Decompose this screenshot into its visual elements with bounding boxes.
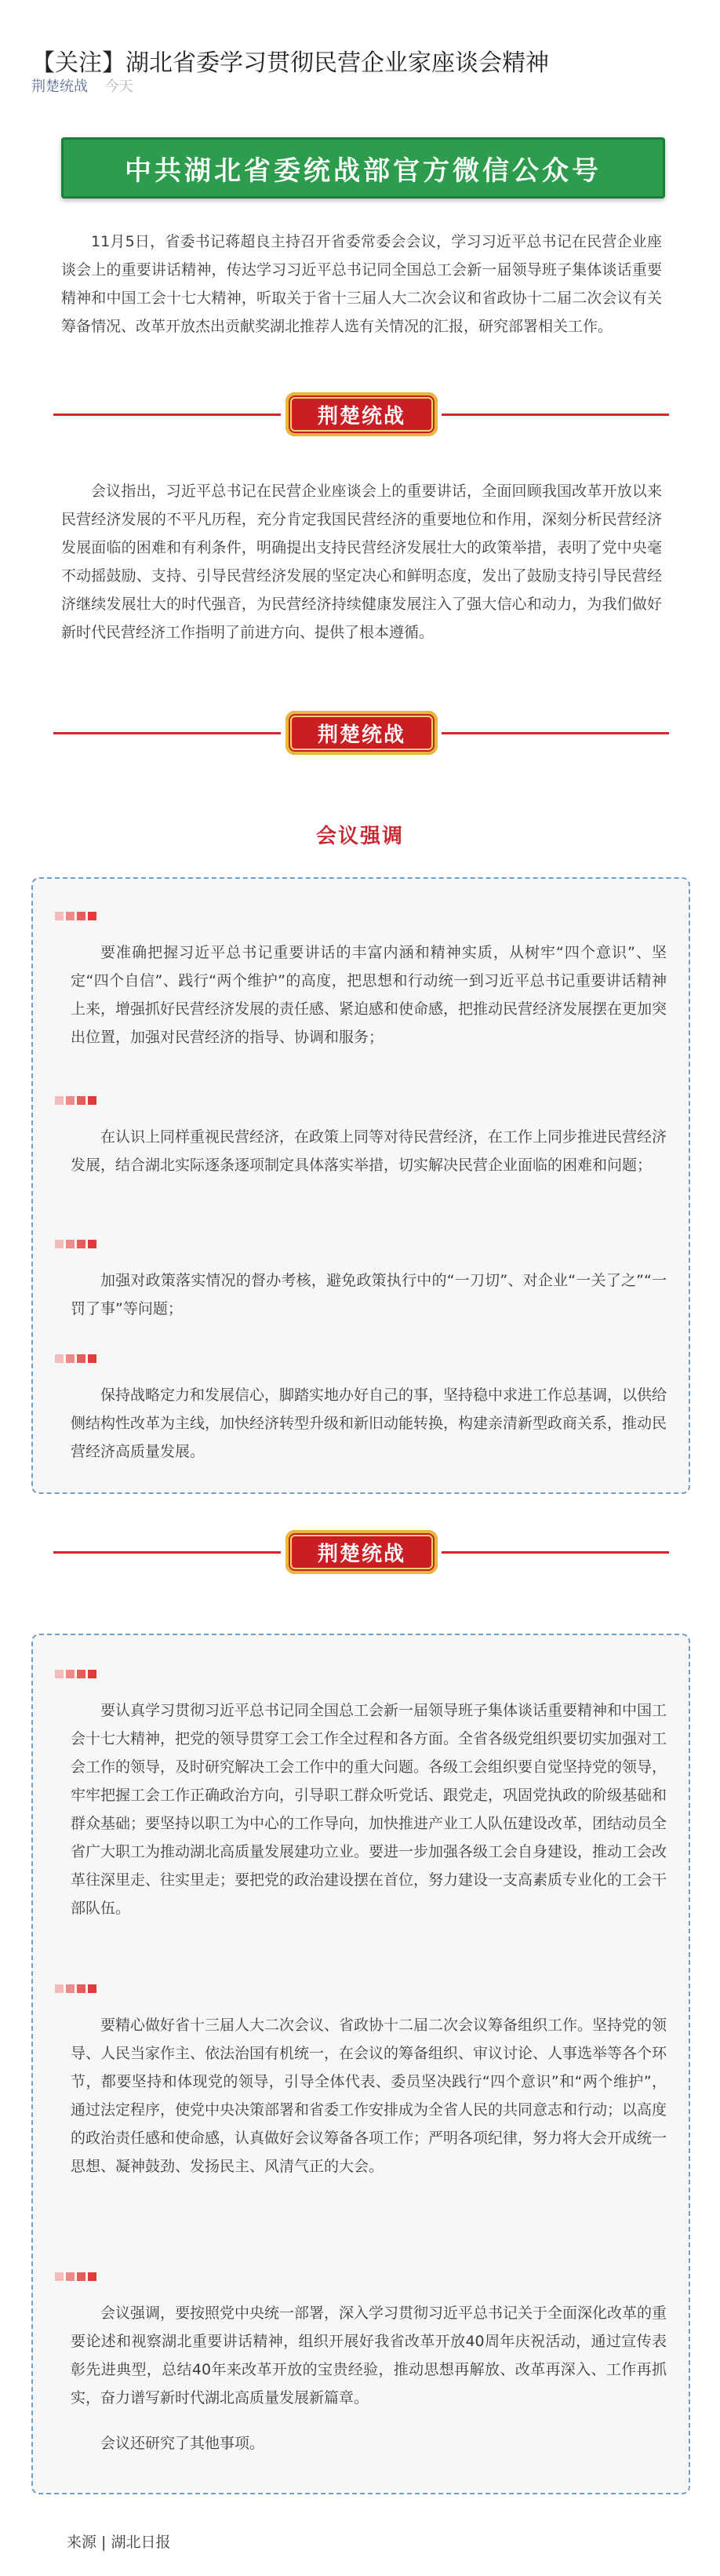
banner-text: 中共湖北省委统战部官方微信公众号 bbox=[125, 155, 602, 187]
section-divider-3 bbox=[53, 1528, 669, 1576]
highlight-box-2 bbox=[31, 1634, 690, 2494]
bullet-dots-icon bbox=[55, 1096, 671, 1105]
list-item bbox=[55, 2272, 671, 2407]
closing-text: 会议还研究了其他事项。 bbox=[100, 2435, 265, 2452]
list-item bbox=[55, 1670, 671, 1917]
bullet-dots-icon bbox=[55, 1354, 671, 1363]
section-divider-2 bbox=[53, 709, 669, 756]
list-item-text: 会议强调，要按照党中央统一部署，深入学习贯彻习近平总书记关于全面深化改革的重要论述和视察湖北重要讲话精神，组织开展好我省改革开放40周年庆祝活动，通过宣传表彰先进典型，总结40年来改革开放的宝贵经验，推动思想再解放、改革再深入、工作再抓实，奋力谱写新时代湖北高质量发展新篇章。 bbox=[71, 2305, 667, 2407]
list-item-text: 保持战略定力和发展信心，脚踏实地办好自己的事，坚持稳中求进工作总基调，以供给侧结构性改革为主线，加快经济转型升级和新旧动能转换，构建亲清新型政商关系，推动民营经济高质量发展。 bbox=[71, 1386, 667, 1460]
source-credit: 来源 | 湖北日报 bbox=[67, 2534, 171, 2551]
section1-paragraph: 会议指出，习近平总书记在民营企业座谈会上的重要讲话，全面回顾我国改革开放以来民营经济发展的不平凡历程，充分肯定我国民营经济的重要地位和作用，深刻分析民营经济发展面临的困难和有利条件，明确提出支持民营经济发展壮大的政策举措，表明了党中央毫不动摇鼓励、支持、引导民营经济发展的坚定决心和鲜明态度，发出了鼓励支持引导民营经济继续发展壮大的时代强音，为民营经济持续健康发展注入了强大信心和动力，为我们做好新时代民营经济工作指明了前进方向、提供了根本遵循。 bbox=[61, 483, 662, 641]
divider-line-left bbox=[53, 732, 281, 734]
list-item-text: 加强对政策落实情况的督办考核，避免政策执行中的“一刀切”、对企业“一关了之”“一罚了事”等问题； bbox=[71, 1272, 667, 1317]
divider-label: 荆楚统战 bbox=[317, 1542, 405, 1566]
divider-label: 荆楚统战 bbox=[317, 404, 405, 428]
bullet-dots-icon bbox=[55, 2272, 671, 2281]
divider-badge bbox=[285, 392, 438, 436]
list-item bbox=[55, 1984, 671, 2175]
list-item-text: 在认识上同样重视民营经济，在政策上同等对待民营经济，在工作上同步推进民营经济发展，结合湖北实际逐条逐项制定具体落实举措，切实解决民营企业面临的困难和问题； bbox=[71, 1128, 667, 1174]
highlight-box-1 bbox=[31, 877, 690, 1494]
list-item-text: 要精心做好省十三届人大二次会议、省政协十二届二次会议筹备组织工作。坚持党的领导、人民当家作主、依法治国有机统一，在会议的筹备组织、审议讨论、人事选举等各个环节，都要坚持和体现党的领导，引导全体代表、委员坚决践行“四个意识”和“两个维护”，通过法定程序，使党中央决策部署和省委工作安排成为全省人民的共同意志和行动；以高度的政治责任感和使命感，认真做好会议筹备各项工作；严明各项纪律，努力将大会开成统一思想、凝神鼓劲、发扬民主、风清气正的大会。 bbox=[71, 2017, 667, 2175]
account-banner bbox=[61, 137, 665, 199]
list-item-text: 要认真学习贯彻习近平总书记同全国总工会新一届领导班子集体谈话重要精神和中国工会十七大精神，把党的领导贯穿工会工作全过程和各方面。全省各级党组织要切实加强对工会工作的领导，及时研究解决工会工作中的重大问题。各级工会组织要自觉坚持党的领导，牢牢把握工会工作正确政治方向，引导职工群众听党话、跟党走，巩固党执政的阶级基础和群众基础；要坚持以职工为中心的工作导向，加快推进产业工人队伍建设改革，团结动员全省广大职工为推动湖北高质量发展建功立业。要进一步加强各级工会自身建设，推动工会改革往深里走、往实里走；要把党的政治建设摆在首位，努力建设一支高素质专业化的工会干部队伍。 bbox=[71, 1702, 667, 1917]
divider-line-left bbox=[53, 414, 281, 416]
list-item bbox=[55, 1096, 671, 1174]
list-item bbox=[55, 1354, 671, 1460]
divider-line-left bbox=[53, 1551, 281, 1554]
bullet-dots-icon bbox=[55, 1984, 671, 1993]
bullet-dots-icon bbox=[55, 912, 671, 920]
article-title: 【关注】湖北省委学习贯彻民营企业家座谈会精神 bbox=[31, 49, 549, 78]
publish-time: 今天 bbox=[104, 78, 133, 95]
subheading: 会议强调 bbox=[315, 825, 404, 848]
divider-line-right bbox=[442, 732, 669, 734]
bullet-dots-icon bbox=[55, 1670, 671, 1678]
divider-line-right bbox=[442, 1551, 669, 1554]
author-link[interactable]: 荆楚统战 bbox=[31, 78, 88, 95]
list-item-text: 要准确把握习近平总书记重要讲话的丰富内涵和精神实质，从树牢“四个意识”、坚定“四个自信”、践行“两个维护”的高度，把思想和行动统一到习近平总书记重要讲话精神上来，增强抓好民营经济发展的责任感、紧迫感和使命感，把推动民营经济发展摆在更加突出位置，加强对民营经济的指导、协调和服务； bbox=[71, 944, 667, 1046]
article-meta bbox=[31, 75, 133, 96]
intro-paragraph: 11月5日，省委书记蒋超良主持召开省委常委会会议，学习习近平总书记在民营企业座谈会上的重要讲话精神，传达学习习近平总书记同全国总工会新一届领导班子集体谈话重要精神和中国工会十七大精神，听取关于省十三届人大二次会议和省政协十二届二次会议有关筹备情况、改革开放杰出贡献奖湖北推荐人选有关情况的汇报，研究部署相关工作。 bbox=[61, 233, 662, 335]
list-item bbox=[55, 912, 671, 1046]
divider-badge bbox=[285, 711, 438, 755]
section-divider-1 bbox=[53, 391, 669, 438]
divider-badge bbox=[285, 1530, 438, 1574]
divider-label: 荆楚统战 bbox=[317, 723, 405, 747]
divider-line-right bbox=[442, 414, 669, 416]
list-item bbox=[55, 1240, 671, 1317]
bullet-dots-icon bbox=[55, 1240, 671, 1248]
